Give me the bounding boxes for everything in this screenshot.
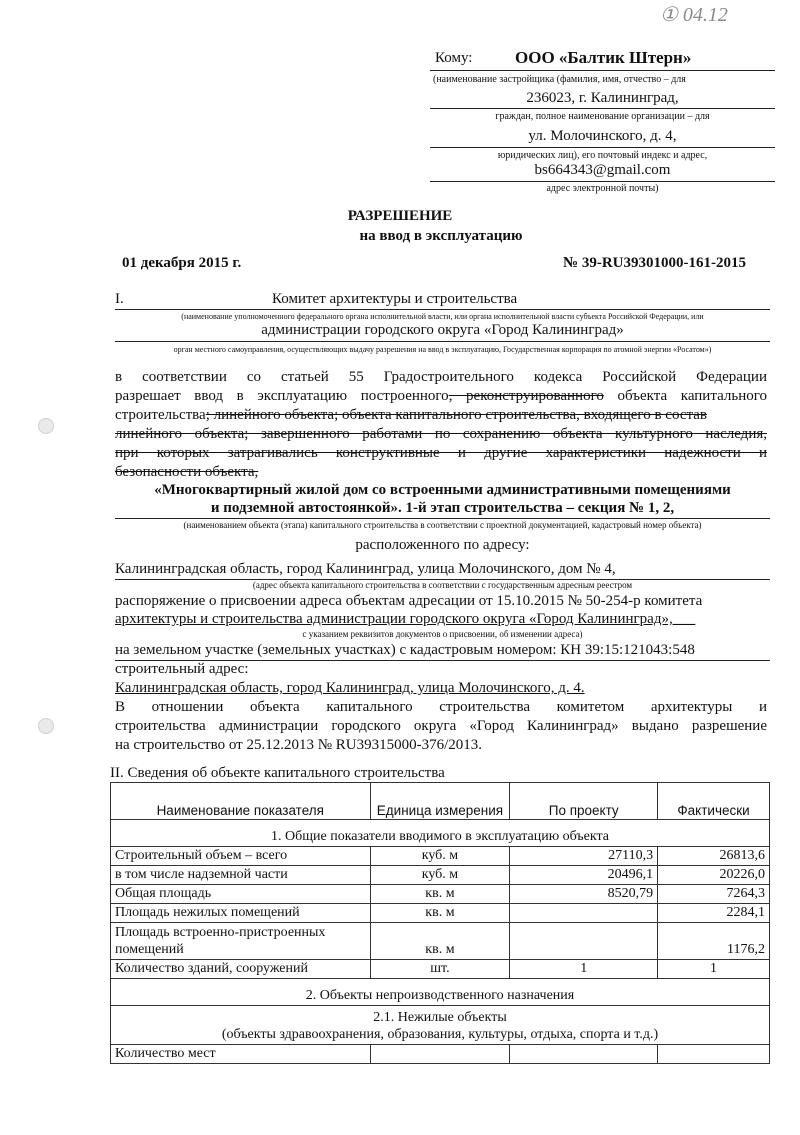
- table-row: Площадь нежилых помещений кв. м 2284,1: [111, 904, 770, 923]
- order-line-2: архитектуры и строительства администрации городского округа «Город Калининград»,___: [115, 611, 696, 627]
- build-address-label: строительный адрес:: [115, 661, 249, 677]
- section-1-roman: I.: [115, 291, 124, 307]
- column-header: Единица измерения: [370, 783, 510, 820]
- authority-line-2: администрации городского округа «Город Калининград»: [261, 322, 624, 338]
- group-header: 2. Объекты непроизводственного назначения: [111, 979, 770, 1006]
- column-header: Фактически: [658, 783, 770, 820]
- punch-hole-top: [38, 418, 54, 434]
- table-row: Количество мест: [111, 1045, 770, 1064]
- object-name-line-1: «Многоквартирный жилой дом со встроенными административными помещениями: [154, 482, 731, 498]
- recipient-caption-3: юридических лиц), его почтовый индекс и адрес,: [497, 150, 708, 161]
- recipient-city: 236023, г. Калининград,: [526, 90, 679, 106]
- table-row: в том числе надземной части куб. м 20496,1 20226,0: [111, 866, 770, 885]
- order-caption: с указанием реквизитов документов о присвоении, об изменении адреса): [302, 629, 583, 639]
- paragraph-permit: В отношении объекта капитального строительства комитетом архитектуры и строительства администрации городского округа «Город Калининград» выдано разрешение на строительство от 25.12.2013 № RU39315000-376/2013.: [115, 699, 767, 753]
- document-title: РАЗРЕШЕНИЕ: [347, 208, 453, 224]
- located-label: расположенного по адресу:: [355, 537, 530, 553]
- punch-hole-bottom: [38, 718, 54, 734]
- group-header: 1. Общие показатели вводимого в эксплуатацию объекта: [111, 820, 770, 847]
- authority-caption-2: орган местного самоуправления, осуществляющих выдачу разрешения на ввод в эксплуатацию, Государственная корпорация по атомной энергии «Росатом»): [173, 345, 712, 354]
- table-header-row: [111, 783, 770, 820]
- object-address: Калининградская область, город Калининград, улица Молочинского, дом № 4,: [115, 561, 616, 577]
- column-header: По проекту: [510, 783, 658, 820]
- authority-line-1: Комитет архитектуры и строительства: [272, 291, 518, 307]
- recipient-caption-1: (наименование застройщика (фамилия, имя, отчество – для: [433, 74, 686, 85]
- authority-caption-1: (наименование уполномоченного федерального органа исполнительной власти, или органа исполнительной власти субъекта Российской Федерации, или: [181, 312, 704, 321]
- recipient-caption-4: адрес электронной почты): [546, 183, 659, 194]
- recipient-email: bs664343@gmail.com: [534, 162, 671, 178]
- section-2-heading: II. Сведения об объекте капитального строительства: [110, 765, 445, 781]
- table-row: Общая площадь кв. м 8520,79 7264,3: [111, 885, 770, 904]
- handwritten-stamp: ① 04.12: [660, 4, 728, 26]
- object-name-line-2: и подземной автостоянкой». 1-й этап строительства – секция № 1, 2,: [210, 500, 675, 516]
- recipient-street: ул. Молочинского, д. 4,: [528, 128, 677, 144]
- group-header: 2.1. Нежилые объекты (объекты здравоохранения, образования, культуры, отдыха, спорта и т.д.): [111, 1006, 770, 1045]
- document-date: 01 декабря 2015 г.: [122, 255, 242, 271]
- order-line-1: распоряжение о присвоении адреса объектам адресации от 15.10.2015 № 50-254-р комитета: [115, 593, 703, 609]
- table-row: Площадь встроенно-пристроенных помещений кв. м 1176,2: [111, 923, 770, 960]
- table-row: Строительный объем – всего куб. м 27110,3 26813,6: [111, 847, 770, 866]
- object-caption: (наименованием объекта (этапа) капитального строительства в соответствии с проектной документацией, кадастровый номер объекта): [183, 520, 702, 530]
- build-address: Калининградская область, город Калининград, улица Молочинского, д. 4.: [115, 680, 585, 696]
- table-row: Количество зданий, сооружений шт. 1 1: [111, 960, 770, 979]
- document-number: № 39-RU39301000-161-2015: [563, 255, 746, 271]
- to-label: Кому:: [435, 50, 473, 66]
- object-info-table: [110, 782, 770, 1064]
- land-plot: на земельном участке (земельных участках) с кадастровым номером: КН 39:15:121043:548: [115, 642, 695, 658]
- recipient-name: ООО «Балтик Штерн»: [515, 48, 692, 67]
- column-header: Наименование показателя: [111, 783, 371, 820]
- paragraph-basis: в соответствии со статьей 55 Градостроительного кодекса Российской Федерации разрешает ввод в эксплуатацию построенного, реконструированного объекта капитального строительства; линейного объекта; объекта капитального строительства, входящего в состав линейного объекта; завершенного работами по сохранению объекта культурного наследия, при которых затрагивались конструктивные и другие характеристики надежности и безопасности объекта,: [115, 369, 767, 480]
- address-caption: (адрес объекта капитального строительства в соответствии с государственным адресным реестром: [252, 580, 633, 590]
- document-subtitle: на ввод в эксплуатацию: [359, 228, 523, 244]
- recipient-caption-2: граждан, полное наименование организации – для: [495, 111, 710, 122]
